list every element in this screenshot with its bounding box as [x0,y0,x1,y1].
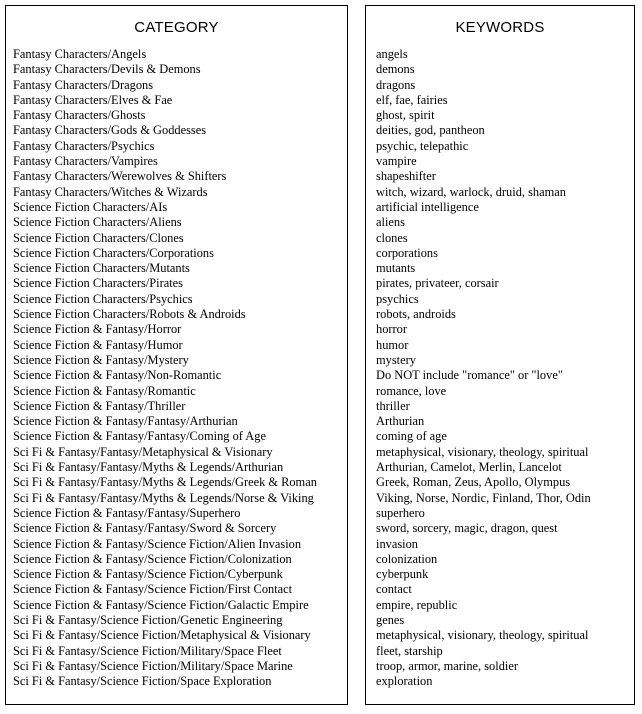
category-column [5,5,348,705]
category-item: Science Fiction Characters/Aliens [13,215,182,230]
keyword-item: exploration [376,674,433,689]
keyword-item: demons [376,62,415,77]
category-item: Science Fiction Characters/Corporations [13,245,214,260]
category-item: Science Fiction & Fantasy/Thriller [13,398,186,413]
category-item: Science Fiction & Fantasy/Science Fiction/First Contact [13,582,293,597]
keyword-item: angels [376,47,408,61]
category-item: Science Fiction & Fantasy/Science Fiction/Alien Invasion [13,536,302,551]
keyword-item: deities, god, pantheon [376,123,485,138]
keyword-list [376,47,591,689]
keyword-item: coming of age [376,429,447,444]
keyword-item: corporations [376,245,438,260]
keyword-item: mutants [376,261,416,276]
keyword-item: pirates, privateer, corsair [376,276,499,291]
keyword-item: sword, sorcery, magic, dragon, quest [376,521,558,536]
category-item: Fantasy Characters/Witches & Wizards [13,184,208,199]
category-item: Science Fiction Characters/Clones [13,230,184,245]
category-item: Sci Fi & Fantasy/Science Fiction/Metaphysical & Visionary [13,628,311,643]
keyword-item: colonization [376,551,438,566]
keyword-item: artificial intelligence [376,199,479,214]
keyword-item: metaphysical, visionary, theology, spiritual [376,444,589,459]
keyword-item: Do NOT include "romance" or "love" [376,368,563,383]
category-item: Science Fiction & Fantasy/Horror [13,322,182,337]
category-item: Science Fiction & Fantasy/Mystery [13,352,189,367]
category-item: Science Fiction & Fantasy/Humor [13,337,183,352]
category-item: Fantasy Characters/Vampires [13,154,158,169]
category-item: Science Fiction & Fantasy/Science Fiction/Colonization [13,551,292,566]
category-item: Sci Fi & Fantasy/Science Fiction/Military/Space Marine [13,658,293,673]
category-item: Sci Fi & Fantasy/Fantasy/Myths & Legends/Greek & Roman [13,475,317,490]
category-item: Fantasy Characters/Ghosts [13,108,146,123]
keyword-item: empire, republic [376,597,458,612]
category-header: CATEGORY [134,19,219,36]
category-item: Sci Fi & Fantasy/Science Fiction/Genetic Engineering [13,612,283,627]
keywords-column [365,5,635,705]
category-item: Science Fiction Characters/Mutants [13,261,190,276]
category-item: Science Fiction Characters/AIs [13,199,168,214]
keyword-item: witch, wizard, warlock, druid, shaman [376,184,566,199]
category-item: Fantasy Characters/Psychics [13,138,155,153]
category-item: Sci Fi & Fantasy/Science Fiction/Space Exploration [13,674,272,689]
category-item: Science Fiction Characters/Psychics [13,291,193,306]
category-item: Science Fiction & Fantasy/Science Fiction/Galactic Empire [13,597,309,612]
category-item: Sci Fi & Fantasy/Fantasy/Myths & Legends/Norse & Viking [13,490,314,505]
keyword-item: Arthurian, Camelot, Merlin, Lancelot [376,460,562,475]
category-item: Science Fiction & Fantasy/Fantasy/Superhero [13,505,241,520]
category-item: Science Fiction & Fantasy/Science Fiction/Cyberpunk [13,567,283,582]
keyword-item: genes [376,612,405,627]
keyword-item: Greek, Roman, Zeus, Apollo, Olympus [376,475,571,490]
keyword-item: ghost, spirit [376,108,435,123]
keyword-item: cyberpunk [376,567,429,582]
category-item: Fantasy Characters/Gods & Goddesses [13,123,207,138]
keyword-item: horror [376,322,407,337]
keyword-item: superhero [376,505,425,520]
category-item: Science Fiction & Fantasy/Fantasy/Coming of Age [13,429,266,444]
keyword-item: contact [376,582,412,597]
category-item: Fantasy Characters/Devils & Demons [13,62,201,77]
category-item: Science Fiction Characters/Robots & Androids [13,307,246,322]
category-item: Fantasy Characters/Elves & Fae [13,92,173,107]
category-item: Science Fiction Characters/Pirates [13,276,183,291]
keyword-item: aliens [376,215,405,230]
keyword-item: mystery [376,352,416,367]
keywords-header: KEYWORDS [455,19,545,36]
category-item: Science Fiction & Fantasy/Romantic [13,383,196,398]
keyword-item: thriller [376,398,410,413]
keyword-item: humor [376,337,409,352]
keyword-item: romance, love [376,383,447,398]
category-item: Science Fiction & Fantasy/Fantasy/Sword & Sorcery [13,521,277,536]
category-item: Sci Fi & Fantasy/Fantasy/Metaphysical & Visionary [13,444,273,459]
keyword-item: vampire [376,154,417,169]
category-item: Science Fiction & Fantasy/Fantasy/Arthurian [13,414,238,429]
keyword-item: fleet, starship [376,643,443,658]
category-item: Sci Fi & Fantasy/Fantasy/Myths & Legends/Arthurian [13,460,284,475]
keyword-item: shapeshifter [376,169,436,184]
keyword-item: clones [376,230,408,245]
category-item: Science Fiction & Fantasy/Non-Romantic [13,368,222,383]
keyword-item: metaphysical, visionary, theology, spiritual [376,628,589,643]
category-item: Fantasy Characters/Werewolves & Shifters [13,169,227,184]
keyword-item: dragons [376,77,416,92]
keyword-item: troop, armor, marine, soldier [376,658,518,673]
keyword-item: Viking, Norse, Nordic, Finland, Thor, Odin [376,490,591,505]
category-list [13,47,317,689]
category-item: Sci Fi & Fantasy/Science Fiction/Military/Space Fleet [13,643,282,658]
keyword-item: robots, androids [376,307,456,322]
keyword-item: psychics [376,291,419,306]
keyword-item: invasion [376,536,418,551]
keyword-item: Arthurian [376,414,425,429]
category-item: Fantasy Characters/Angels [13,47,147,61]
keyword-item: elf, fae, fairies [376,92,448,107]
keyword-item: psychic, telepathic [376,138,469,153]
category-item: Fantasy Characters/Dragons [13,77,154,92]
